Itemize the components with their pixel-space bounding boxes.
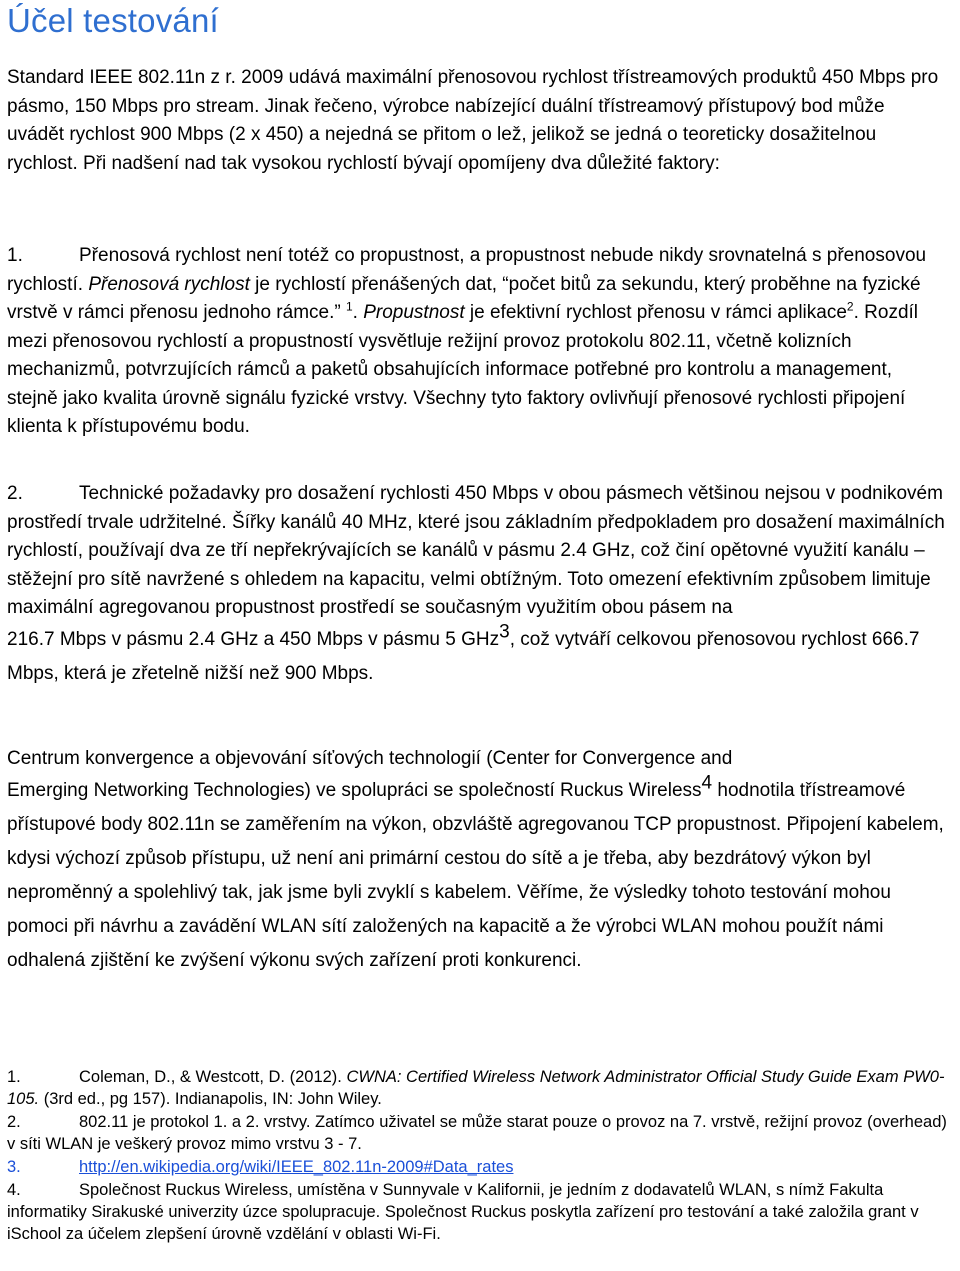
footnote-3-link[interactable]: http://en.wikipedia.org/wiki/IEEE_802.11n-2009#Data_rates — [79, 1158, 514, 1176]
list-item-1-text-b: je rychlostí přenášených dat, “počet bitů za sekundu, který proběhne na fyzické vrstvě v rámci přenosu jednoho rámce.” — [7, 273, 921, 323]
footnote-1 — [7, 1066, 952, 1110]
intro-text: Standard IEEE 802.11n z r. 2009 udává maximální přenosovou rychlost třístreamových produktů 450 Mbps pro pásmo, 150 Mbps pro stream. Jinak řečeno, výrobce nabízející duální třístreamový přístupový bod může uvádět rychlost 900 Mbps (2 x 450) a nejedná se přitom o lež, jelikož se jedná o teoreticky dosažitelnou rychlost. Při nadšení nad tak vysokou rychlostí bývají opomíjeny dva důležité faktory: — [7, 67, 939, 174]
conclusion-text-b: Emerging Networking Technologies) ve spolupráci se společností Ruckus Wireless — [7, 779, 702, 801]
list-item-2-number: 2. — [7, 483, 23, 504]
list-item-2-text-a: Technické požadavky pro dosažení rychlosti 450 Mbps v obou pásmech většinou nejsou v podnikovém prostředí trvale udržitelné. Šířky kanálů 40 MHz, které jsou základním předpokladem pro dosažení maximálních rychlostí, používají dva ze tří nepřekrývajících se kanálů v pásmu 2.4 GHz, což činí opětovné využití kanálu – stěžejní pro sítě navržené s ohledem na kapacitu, velmi obtížným. Toto omezení efektivním způsobem limituje maximální agregovanou propustnost prostředí se současným využitím obou pásem na — [7, 483, 945, 618]
footnote-3 — [7, 1156, 952, 1178]
list-item-2-text-b: 216.7 Mbps v pásmu 2.4 GHz a 450 Mbps v pásmu 5 GHz — [7, 628, 500, 650]
footnote-2-text: 802.11 je protokol 1. a 2. vrstvy. Zatímco uživatel se může starat pouze o provoz na 7. vrstvě, režijní provoz (overhead) v síti WLAN je veškerý provoz mimo vrstvu 3 - 7. — [7, 1113, 947, 1153]
intro-paragraph — [7, 64, 946, 178]
list-item-1-text-a: Přenosová rychlost není totéž co propustnost, a propustnost nebude nikdy srovnatelná s přenosovou rychlostí. — [7, 245, 927, 295]
footnote-2-number: 2. — [7, 1113, 21, 1131]
page-title: Účel testování — [7, 2, 219, 39]
list-item-1-text-e: . Rozdíl mezi přenosovou rychlostí a propustností vysvětluje režijní provoz protokolu 802.11, včetně kolizních mechanizmů, potvrzujících rámců a paketů obsahujících informace potřebné pro kontrolu a management, stejně jako kvalita úrovně signálu fyzické vrstvy. Všechny tyto faktory ovlivňují přenosové rychlosti připojení klienta k přístupovému bodu. — [7, 302, 919, 437]
list-item-1-emphasis-throughput: Propustnost — [363, 302, 465, 323]
list-item-2-continuation — [7, 623, 946, 691]
list-item-2 — [7, 480, 946, 691]
footnote-ref-3: 3 — [499, 621, 510, 643]
footnote-1-text-a: Coleman, D., & Westcott, D. (2012). — [79, 1068, 347, 1086]
footnote-1-number: 1. — [7, 1068, 21, 1086]
list-item-2-text-c: , což vytváří celkovou přenosovou rychlost 666.7 Mbps, která je zřetelně nižší než 900 Mbps. — [7, 628, 920, 684]
footnote-1-text-b: (3rd ed., pg 157). Indianapolis, IN: John Wiley. — [39, 1090, 382, 1108]
footnote-ref-2: 2 — [846, 299, 854, 314]
list-item-1-number: 1. — [7, 245, 23, 266]
list-item-1-text-c: . — [352, 302, 364, 323]
footnote-2 — [7, 1111, 952, 1155]
footnote-4-text: Společnost Ruckus Wireless, umístěna v Sunnyvale v Kalifornii, je jedním z dodavatelů WLAN, s nímž Fakulta informatiky Sirakuské univerzity úzce spolupracuje. Společnost Ruckus poskytla zařízení pro testování a také založila grant v iSchool za účelem zlepšení úrovně vzdělání v oblasti Wi-Fi. — [7, 1181, 919, 1243]
footnote-ref-4: 4 — [701, 772, 713, 794]
list-item-1-text-d: je efektivní rychlost přenosu v rámci aplikace — [464, 302, 847, 323]
footnotes — [7, 1066, 952, 1246]
list-item-1-emphasis-rate: Přenosová rychlost — [88, 273, 250, 295]
footnote-3-number: 3. — [7, 1158, 21, 1176]
conclusion-continuation — [7, 774, 946, 978]
footnote-4 — [7, 1179, 952, 1245]
conclusion-line-1: Centrum konvergence a objevování síťových technologií (Center for Convergence and — [7, 748, 733, 769]
conclusion-text-c: hodnotila třístreamové přístupové body 802.11n se zaměřením na výkon, obzvláště agregovanou TCP propustnost. Připojení kabelem, kdysi výchozí způsob přístupu, už není ani primární cestou do sítě a je třeba, aby bezdrátový výkon byl neproměnný a spolehlivý tak, jak jsme byli zvyklí s kabelem. Věříme, že výsledky tohoto testování mohou pomoci při návrhu a zavádění WLAN sítí založených na kapacitě a že výrobci WLAN mohou použít námi odhalená zjištění ke zvýšení výkonu svých zařízení proti konkurenci. — [7, 779, 944, 971]
footnote-ref-1: 1 — [345, 299, 353, 314]
list-item-1 — [7, 242, 946, 442]
footnote-1-title: CWNA: Certified Wireless Network Administrator Official Study Guide Exam PW0-105. — [7, 1068, 945, 1108]
footnote-4-number: 4. — [7, 1181, 21, 1199]
conclusion-paragraph — [7, 745, 946, 978]
